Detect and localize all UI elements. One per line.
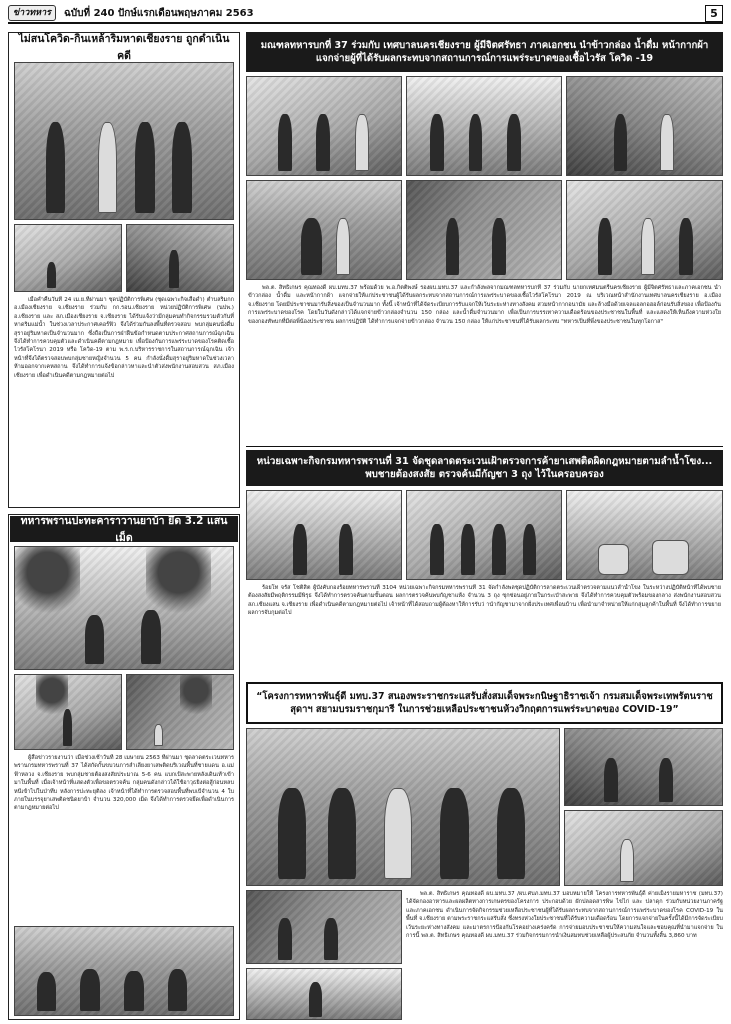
story4-headline: หน่วยเฉพาะกิจกรมทหารพรานที่ 31 จัดชุดลาดตระเวนเฝ้าตรวจการค้ายาเสพติดผิดกฎหมายตามลำน้ำโขง... พบชายต้องสงสัย ตรวจค้นมีกัญชา 3 ถุง ไว้ในครอบครอง bbox=[246, 450, 723, 486]
story5-photo-main bbox=[246, 728, 560, 886]
newspaper-logo: ข่าวทหาร bbox=[8, 5, 56, 21]
story4-photo-3 bbox=[566, 490, 723, 580]
story3-photo-2 bbox=[406, 76, 562, 176]
story1-body: เมื่อคำคืนวันที่ 24 เม.ย.ที่ผ่านมา ชุดปฏิบัติการพิเศษ (ชุดเฉพาะกิจเสือดำ) ตำบลริมกก อ.เมืองเชียงราย จ.เชียงราย ร่วมกับ กก.รอน.เชียงราย หน่วยปฏิบัติการพิเศษ (นปพ.) อ.เชียงราย และ สภ.เมืองเชียงราย จ.เชียงราย ได้รับแจ้งว่ามีกลุ่มคนทำกิจกรรมรวมตัวกันที่หาดริมแม่น้ำ ในช่วงเวลาประกาศเคอร์ฟิว จึงได้ร่วมกันลงพื้นที่ตรวจสอบ พบกลุ่มคนนั่งดื่มสุราอยู่ริมหาดเป็นจำนวนมาก ซึ่งถือเป็นการฝ่าฝืนข้อกำหนดตามประกาศสถานการณ์ฉุกเฉิน จึงได้ทำการควบคุมตัวและดำเนินคดีตามกฎหมาย เพื่อป้องกันการแพร่ระบาดของโรคติดเชื้อไวรัสโคโรนา 2019 หรือ โควิด-19 ตาม พ.ร.ก.บริหารราชการในสถานการณ์ฉุกเฉิน เจ้าหน้าที่จึงได้ตรวจสอบพบกลุ่มชายหญิงจำนวน 5 คน กำลังนั่งดื่มสุราอยู่ริมหาดในช่วงเวลาห้ามออกจากเคหสถาน จึงได้ทำการแจ้งข้อกล่าวหาและนำตัวส่งพนักงานสอบสวน สภ.เมืองเชียงราย เพื่อดำเนินคดีตามกฎหมายต่อไป bbox=[14, 297, 234, 379]
section-divider bbox=[246, 446, 723, 447]
story2-photo-bottom bbox=[14, 926, 234, 1016]
story2-headline: ทหารพรานปะทะคาราวานยาบ้า ยึด 3.2 แสนเม็ด bbox=[10, 516, 238, 542]
issue-line: ฉบับที่ 240 ปักษ์แรกเดือนพฤษภาคม 2563 bbox=[64, 8, 254, 19]
story2-photo-left bbox=[14, 674, 122, 750]
story5-photo-r1 bbox=[564, 728, 723, 806]
story2-photo-main bbox=[14, 546, 234, 670]
story3-photo-6 bbox=[566, 180, 723, 280]
story3-body: พล.ต. สิทธิเกษร คุณทองดี ผบ.มทบ.37 พร้อมด้วย พ.อ.กิตติพงษ์ รองผบ.มทบ.37 และกำลังพลจากมณฑลทหารบกที่ 37 ร่วมกับ นายกเทศมนตรีนครเชียงราย ผู้มีจิตศรัทธาและภาคเอกชน นำข้าวกล่อง น้ำดื่ม และหน้ากากผ้า แจกจ่ายให้แก่ประชาชนผู้ได้รับผลกระทบจากสถานการณ์การแพร่ระบาดของเชื้อไวรัสโคโรนา 2019 ณ บริเวณหน้าสำนักงานเทศบาลนครเชียงราย อ.เมือง จ.เชียงราย โดยมีประชาชนมารับสิ่งของเป็นจำนวนมาก ทั้งนี้ เจ้าหน้าที่ได้จัดระเบียบการรับแจกให้เว้นระยะห่างทางสังคม สวมหน้ากากอนามัย และล้างมือด้วยเจลแอลกอฮอล์ก่อนรับสิ่งของ เพื่อป้องกันการแพร่ระบาดของโรค โดยในวันดังกล่าวได้แจกจ่ายข้าวกล่องจำนวน 150 กล่อง และน้ำดื่มจำนวนมาก เพื่อเป็นการบรรเทาความเดือดร้อนของประชาชนในพื้นที่ และแสดงให้เห็นถึงความห่วงใยของกองทัพบกที่มีต่อพี่น้องประชาชน ผลการปฏิบัติ ได้ทำการแจกจ่ายข้าวกล่อง จำนวน 150 กล่อง ให้แก่ประชาชนที่ได้รับผลกระทบ "ทหารเป็นที่พึ่งของประชาชนในทุกโอกาส" bbox=[248, 285, 721, 325]
story2-photo-right bbox=[126, 674, 234, 750]
story1-photo-main bbox=[14, 62, 234, 220]
story3-headline: มณฑลทหารบกที่ 37 ร่วมกับ เทศบาลนครเชียงราย ผู้มีจิตศรัทธา ภาคเอกชน นำข้าวกล่อง น้ำดื่ม หน้ากากผ้า แจกจ่ายผู้ที่ได้รับผลกระทบจากสถานการณ์การแพร่ระบาดของเชื้อไวรัส โควิด -19 bbox=[246, 32, 723, 72]
page-number: 5 bbox=[705, 5, 723, 22]
story3-photo-5 bbox=[406, 180, 562, 280]
story5-photo-l2 bbox=[246, 968, 402, 1020]
story4-photo-1 bbox=[246, 490, 402, 580]
story3-photo-3 bbox=[566, 76, 723, 176]
story5-photo-r2 bbox=[564, 810, 723, 886]
story4-photo-2 bbox=[406, 490, 562, 580]
story4-body: ร้อยโท จรัส โชติสิต ผู้บังคับกองร้อยทหารพรานที่ 3104 หน่วยเฉพาะกิจกรมทหารพรานที่ 31 จัดกำลังพลชุดปฏิบัติการลาดตระเวนเฝ้าตรวจตามแนวลำน้ำโขง ในระหว่างปฏิบัติหน้าที่ได้พบชายต้องสงสัยมีพฤติกรรมมีพิรุธ จึงได้ทำการตรวจค้นตามขั้นตอน ผลการตรวจค้นพบกัญชาแห้ง จำนวน 3 ถุง ซุกซ่อนอยู่ภายในกระเป๋าสะพาย จึงได้ทำการควบคุมตัวพร้อมของกลาง ส่งพนักงานสอบสวน สภ.เชียงแสน จ.เชียงราย เพื่อดำเนินคดีตามกฎหมายต่อไป เจ้าหน้าที่ได้สอบถามผู้ต้องหาให้การรับว่ านำกัญชามาจากฝั่งประเทศเพื่อนบ้าน เพื่อนำมาจำหน่ายให้แก่กลุ่มลูกค้าในพื้นที่ จึงได้ทำการขยายผลการจับกุมต่อไป bbox=[248, 585, 721, 617]
story5-headline: “โครงการทหารพันธุ์ดี มทบ.37 สนองพระราชกระแสรับสั่งสมเด็จพระกนิษฐาธิราชเจ้า กรมสมเด็จพระเทพรัตนราชสุดาฯ สยามบรมราชกุมารี ในการช่วยเหลือประชาชนห้วงวิกฤตการแพร่ระบาดของ COVID-19” bbox=[246, 682, 723, 724]
story5-body: พล.ต. สิทธิเกษร คุณทองดี ผบ.มทบ.37 /ผบ.ศบภ.มทบ.37 มอบหมายให้ โครงการทหารพันธุ์ดี ค่ายเม็งรายมหาราช (มทบ.37) ได้จัดกองอาหารและผลผลิตทางการเกษตรของโครงการ ประกอบด้วย ผักปลอดสารพิษ ไข่ไก่ และ ปลาดุก ร่วมกับหน่วยงานภาครัฐและภาคเอกชน ดำเนินการจัดกิจกรรมช่วยเหลือประชาชนผู้ที่ได้รับผลกระทบจากสถานการณ์การแพร่ระบาดของโรค COVID-19 ในพื้นที่ จ.เชียงราย ตามพระราชกระแสรับสั่ง ซึ่งทรงห่วงใยประชาชนที่ได้รับความเดือดร้อน โดยการแจกจ่ายในครั้งนี้ได้มีการจัดระเบียบเว้นระยะห่างทางสังคม และมาตรการป้องกันโรคอย่างเคร่งครัด การจ่ายมอบประชาชนให้ความสนใจและชอบคุณที่นำมาแจกจ่าย ในการนี้ พล.ต. สิทธิเกษร คุณทองดี ผบ.มทบ.37 ร่วมกิจกรรมการนำเงินสมทบช่วยเหลือผู้ประสบภัย จำนวนทั้งสิ้น 3,860 บาท bbox=[406, 891, 723, 940]
story3-photo-1 bbox=[246, 76, 402, 176]
story5-photo-l1 bbox=[246, 890, 402, 964]
story2-body: ผู้สื่อข่าวรายงานว่า เมื่อช่วงเช้าวันที่ 28 เมษายน 2563 ที่ผ่านมา ชุดลาดตระเวนทหารพรานกรมทหารพรานที่ 37 ได้สกัดกั้นขบวนการลำเลียงยาเสพติดบริเวณพื้นที่ชายแดน อ.แม่ฟ้าหลวง จ.เชียงราย พบกลุ่มชายต้องสงสัยประมาณ 5-6 คน แบกเป้สะพายหลังเดินเท้าเข้ามาในพื้นที่ เมื่อเจ้าหน้าที่แสดงตัวเพื่อขอตรวจค้น กลุ่มคนดังกล่าวได้ใช้อาวุธยิงต่อสู้ก่อนหลบหนีเข้าไปในป่าทึบ หลังการปะทะยุติลง เจ้าหน้าที่ได้ทำการตรวจสอบพื้นที่พบเป้จำนวน 4 ใบ ภายในบรรจุยาเสพติดชนิดยาบ้า จำนวน 320,000 เม็ด จึงได้ทำการตรวจยึดเพื่อดำเนินการตามกฎหมายต่อไป bbox=[14, 755, 234, 812]
story1-photo-left bbox=[14, 224, 122, 292]
masthead bbox=[8, 4, 723, 24]
story1-photo-right bbox=[126, 224, 234, 292]
story3-photo-4 bbox=[246, 180, 402, 280]
story1-headline: ไม่สนโควิด-กินเหล้าริมหาดเชียงราย ถูกดำเนินคดี bbox=[10, 34, 238, 60]
